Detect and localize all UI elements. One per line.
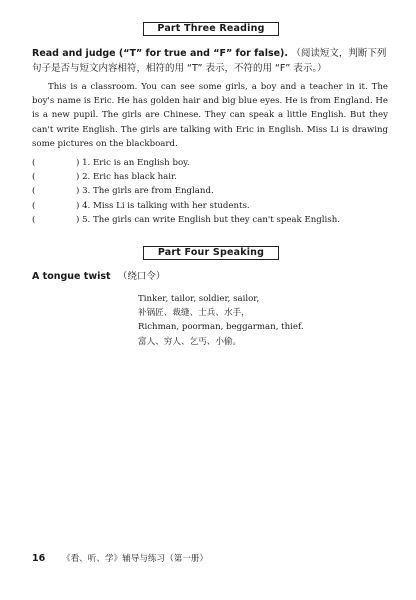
poem-line: 富人、穷人、乞丐、小偷。 <box>138 336 242 347</box>
question-text: ) 2. Eric has black hair. <box>76 172 177 183</box>
poem-line: Richman, poorman, beggarman, thief. <box>138 322 304 333</box>
instruction-chinese: （阅读短文，判断下列句子是否与短文内容相符，相符的用 “T” 表示，不符的用 “F” 表示。） <box>32 48 387 74</box>
page-footer <box>32 553 392 565</box>
answer-blank: ( <box>32 214 36 225</box>
tongue-twist-heading <box>32 271 332 283</box>
question-list <box>32 156 388 227</box>
tongue-twist-text <box>138 292 398 349</box>
book-title: 《看、听、学》辅导与练习（第一册） <box>61 554 209 564</box>
reading-passage: This is a classroom. You can see some girls, a boy and a teacher in it. The boy's name is Eric. He has golden hair and big blue eyes. He is from England. He is a new pupil. The girls are Chinese. They can speak a little English. But they can't write English. The girls are talking with Eric in English. Miss Li is drawing some pictures on the blackboard. <box>32 82 388 149</box>
answer-blank: ( <box>32 172 36 183</box>
instruction-english: Read and judge (“T” for true and “F” for false). <box>32 48 289 59</box>
question-item <box>32 199 388 213</box>
answer-blank: ( <box>32 186 36 197</box>
poem-line: Tinker, tailor, soldier, sailor, <box>138 294 260 304</box>
question-text: ) 3. The girls are from England. <box>76 186 214 197</box>
tongue-twist-title-chinese: （绕口令） <box>117 271 166 282</box>
poem-line: 补锅匠、裁缝、士兵、水手， <box>138 308 250 319</box>
question-item <box>32 213 388 227</box>
section-banner-part-four: Part Four Speaking <box>143 246 279 260</box>
reading-instruction <box>32 46 392 76</box>
question-text: ) 4. Miss Li is talking with her students. <box>76 200 250 211</box>
question-item <box>32 184 388 198</box>
section-banner-part-three: Part Three Reading <box>143 22 279 36</box>
answer-blank: ( <box>32 200 36 211</box>
question-text: ) 5. The girls can write English but they can't speak English. <box>76 214 340 225</box>
answer-blank: ( <box>32 158 36 168</box>
question-item <box>32 156 388 170</box>
question-item <box>32 170 388 184</box>
tongue-twist-title: A tongue twist <box>32 271 111 282</box>
question-text: ) 1. Eric is an English boy. <box>76 158 190 168</box>
page-number: 16 <box>32 553 46 564</box>
